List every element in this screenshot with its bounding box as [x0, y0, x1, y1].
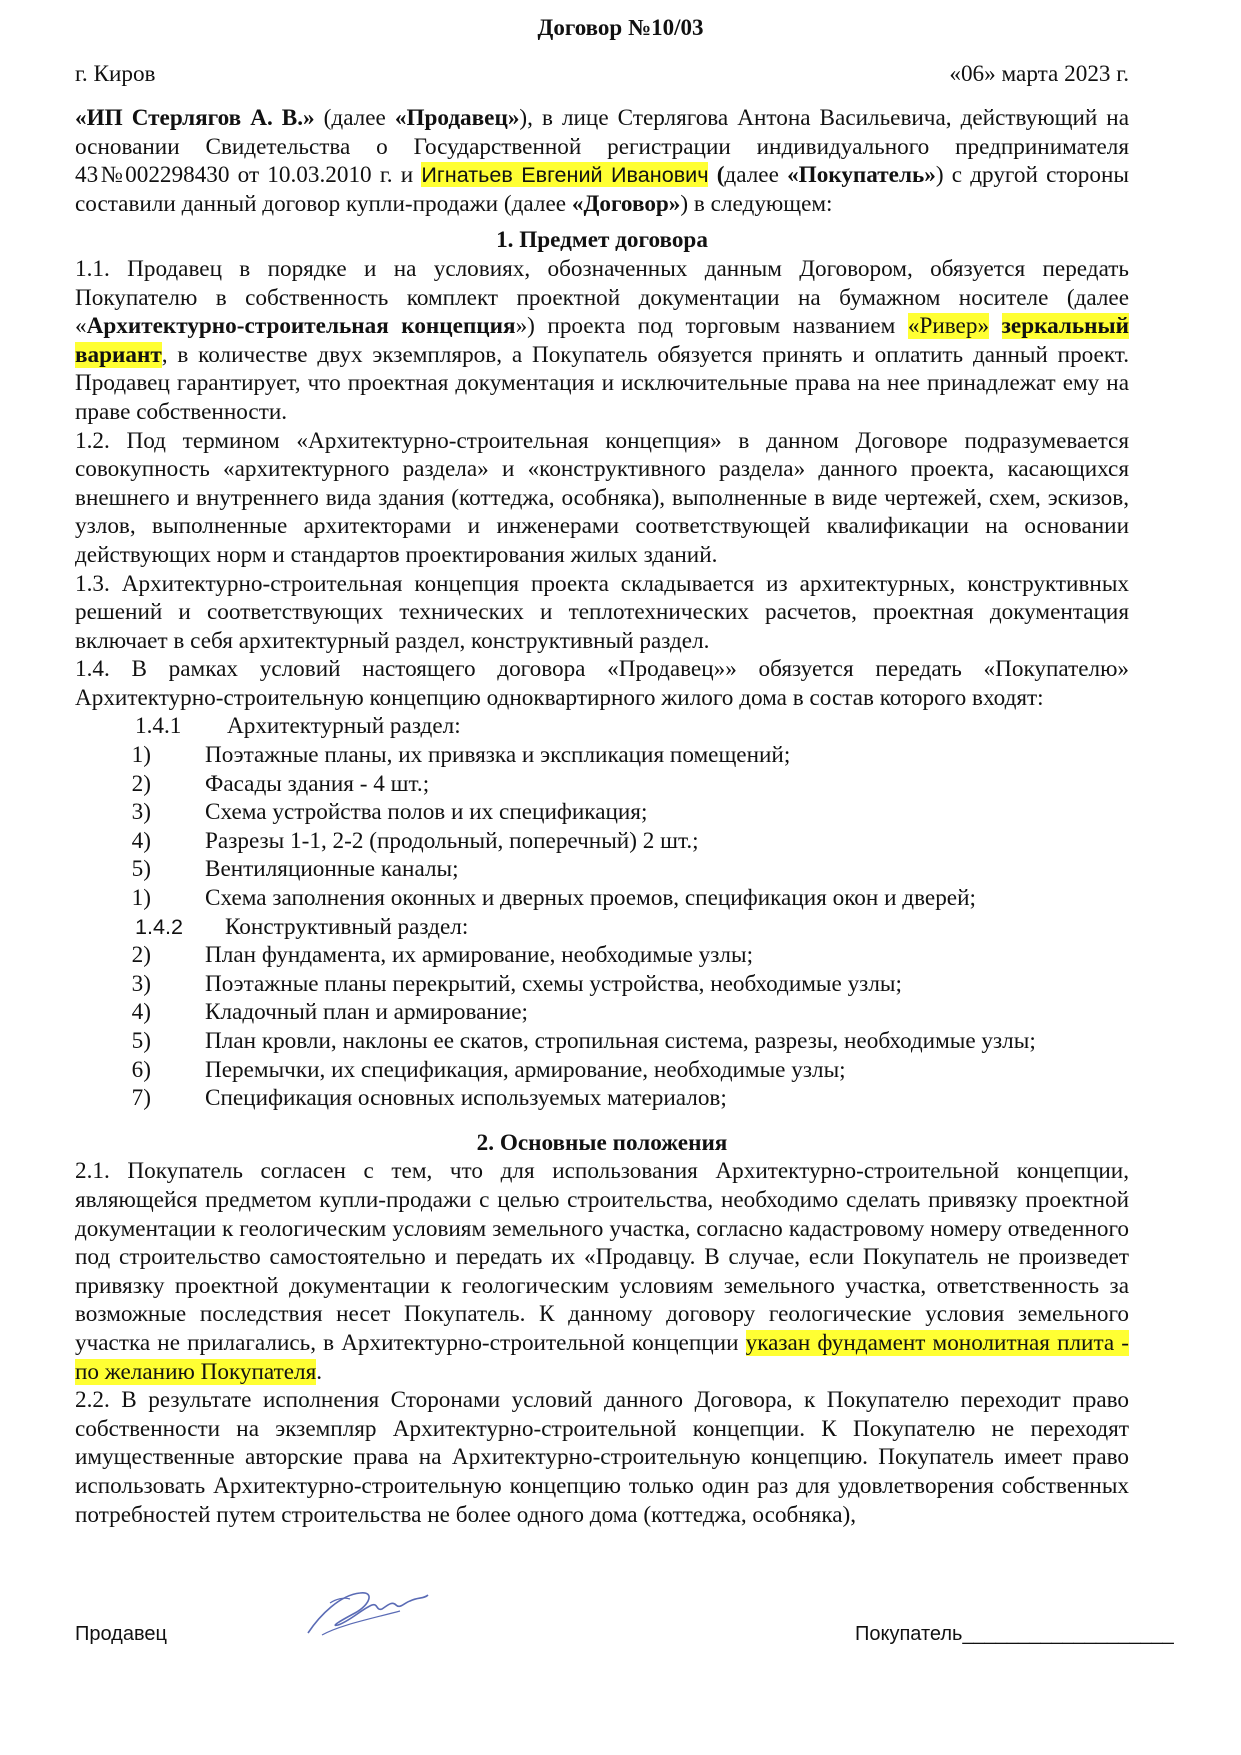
- subsection-1-4-1: [135, 712, 1129, 741]
- contract-term: «Договор»: [571, 190, 681, 217]
- list-item: [75, 941, 1129, 970]
- preamble-text: ) в следующем:: [680, 190, 833, 217]
- clause-text: ») проекта под торговым названием: [515, 313, 908, 340]
- clause-text: , в количестве двух экземпляров, а Покупатель обязуется принять и оплатить данный проект. Продавец гарантирует, что проектная документация и исключительные права на нее принадлежат ему на праве собственности.: [75, 341, 1129, 425]
- variant-highlight: зеркальный вариант: [75, 313, 1130, 368]
- clause-1-1: [75, 255, 1129, 427]
- list-item: [75, 741, 1129, 770]
- buyer-term: «Покупатель»: [787, 162, 936, 189]
- list-item: [75, 1027, 1129, 1056]
- section1-title: 1. Предмет договора: [496, 227, 708, 254]
- list-item-text: Фасады здания - 4 шт.;: [205, 770, 430, 797]
- buyer-signature-label: Покупатель___________________: [855, 1623, 1174, 1645]
- section2-title: 2. Основные положения: [476, 1129, 728, 1156]
- clause-2-2: 2.2. В результате исполнения Сторонами условий данного Договора, к Покупателю переходит право собственности на экземпляр Архитектурно-строительной концепции. К Покупателю не переходят имущественные авторские права на Архитектурно-строительную концепцию. Покупатель имеет право использовать Архитектурно-строительную концепцию только один раз для удовлетворения собственных потребностей путем строительства не более одного дома (коттеджа, особняка),: [75, 1387, 1129, 1528]
- list-item-text: Перемычки, их спецификация, армирование, необходимые узлы;: [205, 1056, 846, 1083]
- list-item-number: 1): [131, 742, 151, 769]
- seller-signature-label: Продавец: [75, 1623, 167, 1645]
- project-name-highlight: «Ривер»: [907, 313, 990, 340]
- subsection-title: Архитектурный раздел:: [227, 713, 461, 740]
- clause-2-1: [75, 1157, 1129, 1386]
- list-item-number: 6): [131, 1056, 151, 1083]
- contract-date: «06» марта 2023 г.: [949, 61, 1129, 87]
- list-item-text: Спецификация основных используемых материалов;: [205, 1085, 727, 1112]
- list-item-number: 5): [131, 1028, 151, 1054]
- list-item-text: Схема заполнения оконных и дверных проемов, спецификация окон и дверей;: [205, 885, 976, 912]
- subsection-title: Конструктивный раздел:: [225, 913, 469, 940]
- list-item-number: 3): [131, 970, 151, 997]
- list-item-text: Разрезы 1-1, 2-2 (продольный, поперечный) 2 шт.;: [205, 827, 699, 854]
- constructive-items-list: [75, 941, 1129, 1113]
- list-item: [75, 884, 1129, 913]
- list-item-number: 2): [131, 942, 151, 969]
- preamble: [75, 104, 1129, 218]
- list-item-text: Вентиляционные каналы;: [205, 856, 459, 883]
- subsection-number: 1.4.2: [135, 913, 184, 939]
- preamble-text: ), в лице Стерлягова Антона Васильевича, действующий на основании Свидетельства о Государственной регистрации индивидуального предпринимателя 43№002298430 от 10.03.2010 г. и: [75, 105, 1129, 189]
- list-item-number: 7): [131, 1085, 151, 1112]
- preamble-text: далее: [724, 162, 788, 189]
- contract-title: Договор №10/03: [537, 15, 704, 40]
- list-item-number: 3): [131, 799, 151, 826]
- seller-signature: [300, 1575, 450, 1645]
- concept-term: Архитектурно-строительная концепция: [86, 313, 516, 340]
- list-item: [75, 1084, 1129, 1113]
- clause-1-3: 1.3. Архитектурно-строительная концепция проекта складывается из архитектурных, конструктивных решений и соответствующих технических и теплотехнических расчетов, проектная документация включает в себя архитектурный раздел, конструктивный раздел.: [75, 570, 1129, 654]
- preamble-text: ) с другой стороны составили данный договор купли-продажи (далее: [75, 162, 1129, 217]
- list-item: [75, 1056, 1129, 1085]
- list-item-text: План кровли, наклоны ее скатов, стропильная система, разрезы, необходимые узлы;: [205, 1028, 1036, 1054]
- subsection-number: 1.4.1: [135, 713, 182, 740]
- list-item-number: 1): [131, 885, 151, 912]
- foundation-highlight: указан фундамент монолитная плита - по желанию Покупателя: [75, 1329, 1129, 1385]
- preamble-text: (далее: [314, 105, 395, 131]
- list-item: [75, 770, 1129, 799]
- list-item: [75, 855, 1129, 884]
- clause-1-2: 1.2. Под термином «Архитектурно-строительная концепция» в данном Договоре подразумевается совокупность «архитектурного раздела» и «конструктивного раздела» данного проекта, касающихся внешнего и внутреннего вида здания (коттеджа, особняка), выполненные в виде чертежей, схем, эскизов, узлов, выполненные архитекторами и инженерами соответствующей квалификации на основании действующих норм и стандартов проектирования жилых зданий.: [75, 427, 1129, 568]
- list-item-number: 4): [131, 827, 151, 854]
- subsection-1-4-2: [135, 913, 1129, 942]
- seller-term: «Продавец»: [394, 105, 520, 131]
- list-item-text: Кладочный план и армирование;: [205, 999, 528, 1026]
- clause-text: 1.1. Продавец в порядке и на условиях, обозначенных данным Договором, обязуется передать Покупателю в собственность комплект проектной документации на бумажном носителе (далее «: [75, 255, 1129, 340]
- list-item-number: 5): [131, 856, 151, 883]
- architectural-items-list: [75, 741, 1129, 913]
- list-item: [75, 827, 1129, 856]
- contract-city: г. Киров: [75, 61, 156, 87]
- seller-name: «ИП Стерлягов А. В.»: [75, 105, 315, 131]
- buyer-name-highlight: Игнатьев Евгений Иванович: [421, 162, 709, 188]
- list-item-text: План фундамента, их армирование, необходимые узлы;: [205, 942, 754, 969]
- list-item: [75, 970, 1129, 999]
- list-item-text: Поэтажные планы, их привязка и экспликация помещений;: [205, 742, 791, 769]
- list-item-number: 2): [131, 770, 151, 797]
- clause-text: 2.1. Покупатель согласен с тем, что для использования Архитектурно-строительной концепции, являющейся предметом купли-продажи с целью строительства, необходимо сделать привязку проектной документации к геологическим условиям земельного участка, согласно кадастровому номеру отведенного под строительство самостоятельно и передать их «Продавцу. В случае, если Покупатель не произведет привязку проектной документации к геологическим условиям земельного участка, ответственность за возможные последствия несет Покупатель. К данному договору геологические условия земельного участка не прилагались, в Архитектурно-строительной концепции: [75, 1158, 1129, 1356]
- list-item: [75, 798, 1129, 827]
- list-item: [75, 998, 1129, 1027]
- list-item-text: Схема устройства полов и их спецификация;: [205, 799, 648, 826]
- preamble-text: (: [708, 162, 725, 189]
- clause-1-4: 1.4. В рамках условий настоящего договора «Продавец»» обязуется передать «Покупателю» Архитектурно-строительную концепцию одноквартирного жилого дома в состав которого входят:: [75, 656, 1129, 711]
- contract-body: [75, 104, 1129, 1529]
- list-item-number: 4): [131, 999, 151, 1026]
- list-item-text: Поэтажные планы перекрытий, схемы устройства, необходимые узлы;: [205, 970, 902, 997]
- clause-text: .: [316, 1358, 323, 1385]
